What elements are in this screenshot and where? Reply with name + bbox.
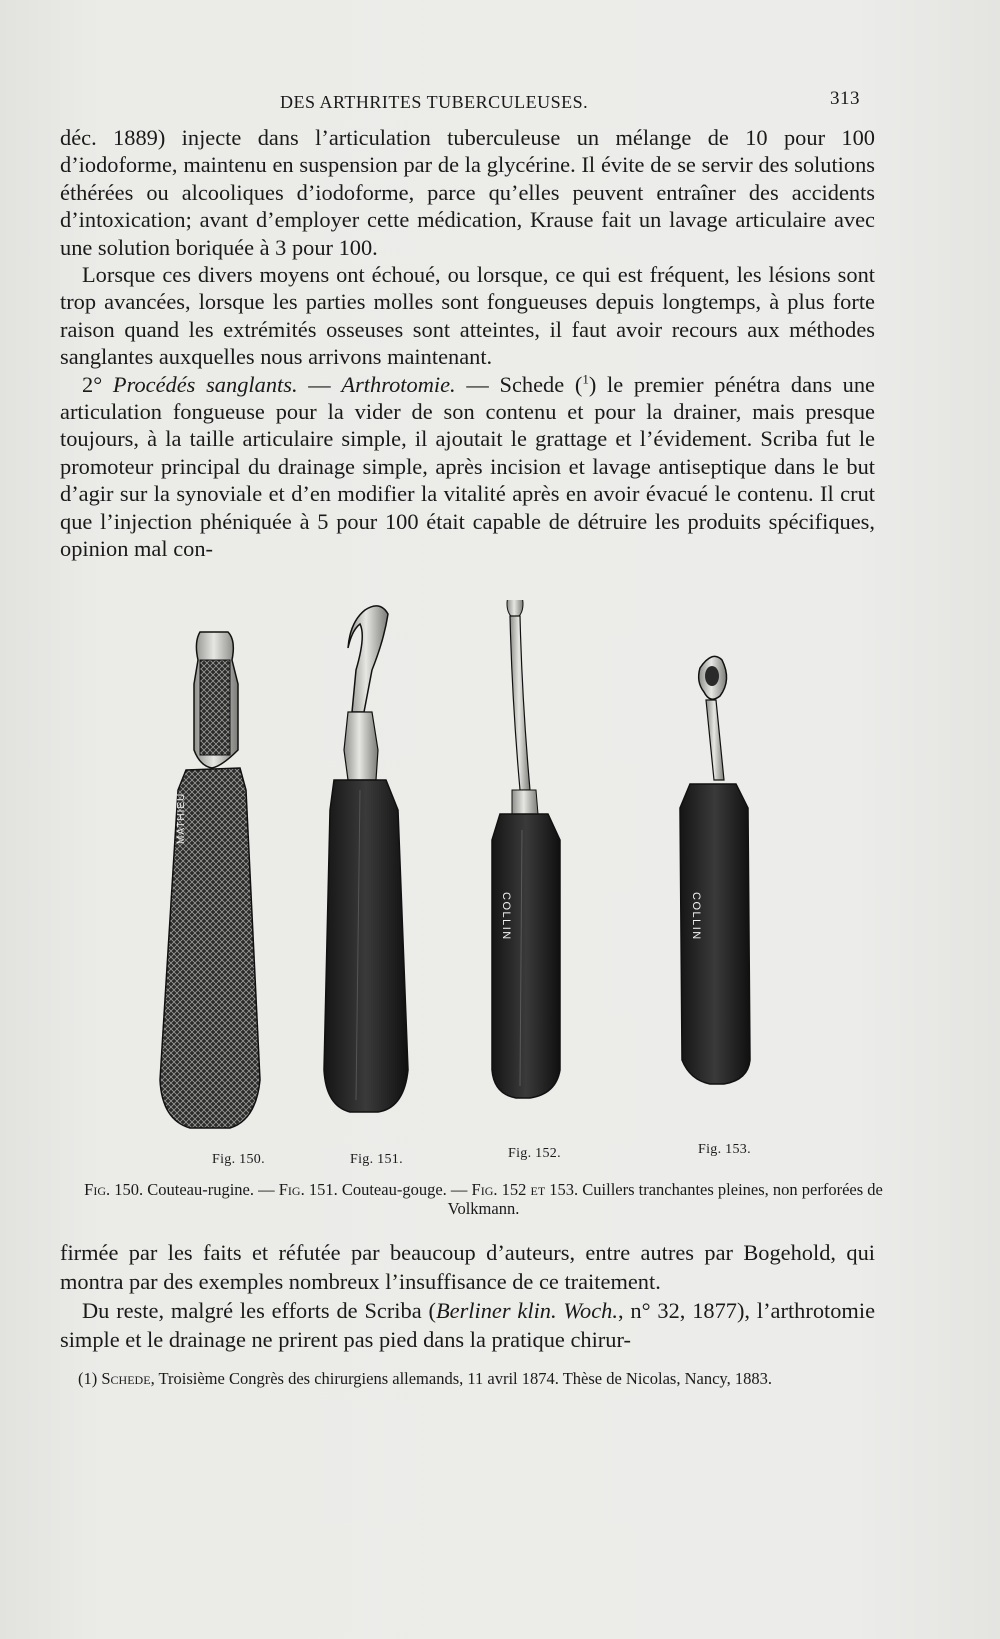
body-text-top (60, 124, 875, 563)
page-number: 313 (830, 88, 860, 109)
instrument-fig-150 (160, 632, 260, 1128)
footnote-author: Schede (101, 1369, 151, 1388)
page-header (280, 88, 860, 118)
caption-fig152-153: Fig. 152 et 153. (471, 1180, 579, 1199)
caption-text-151: Couteau-gouge. — (337, 1180, 472, 1199)
paragraph-continuation: firmée par les faits et réfutée par beaucoup d’auteurs, entre autres par Bogehold, qui montra par des exemples nombreux l’insuffisance de ce traitement. (60, 1240, 875, 1294)
paragraph-iodoform: déc. 1889) injecte dans l’articulation tuberculeuse un mélange de 10 pour 100 d’iodoforme, maintenu en suspension par de la glycérine. Il évite de se servir des solutions éthérées ou alcooliques d’iodoforme, parce qu’elles peuvent entraîner des accidents d’intoxication; avant d’employer cette médication, Krause fait un lavage articulaire avec une solution boriquée à 3 pour 100. (60, 125, 875, 260)
paragraph-bloody-methods: Lorsque ces divers moyens ont échoué, ou lorsque, ce qui est fréquent, les lésions sont trop avancées, lorsque les parties molles sont fongueuses depuis longtemps, à plus forte raison quand les extrémités osseuses sont atteintes, il faut avoir recours aux méthodes sanglantes auxquelles nous arrivons maintenant. (60, 262, 875, 370)
handle-engraving-152: COLLIN (500, 892, 512, 941)
instrument-fig-151 (324, 606, 408, 1112)
fig-label-151: Fig. 151. (350, 1152, 403, 1167)
caption-fig151: Fig. 151. (278, 1180, 338, 1199)
running-title: DES ARTHRITES TUBERCULEUSES. (280, 92, 589, 112)
instrument-illustrations (60, 600, 895, 1160)
dash-schede: — Schede ( (455, 371, 583, 397)
journal-title: Berliner klin. Woch. (435, 1298, 618, 1323)
scriba-start: Du reste, malgré les efforts de Scriba ( (82, 1298, 436, 1323)
paragraph-scriba (60, 1296, 875, 1354)
instrument-fig-152 (492, 600, 560, 1098)
instrument-figures (60, 600, 895, 1167)
caption-fig150: Fig. 150. (84, 1180, 144, 1199)
caption-text-152-153: Cuillers tranchantes pleines, non perforées de Volkmann. (447, 1180, 883, 1218)
handle-engraving-153: COLLIN (690, 892, 702, 941)
section-title-arthrotomie: Arthrotomie. (341, 371, 456, 397)
fig-label-150: Fig. 150. (212, 1152, 265, 1167)
paragraph-arthrotomy-rest: ) le premier pénétra dans une articulation fongueuse pour la vider de son contenu et pour la drainer, mais presque toujours, à la taille articulaire simple, il ajoutait le grattage et l’évidement. Scriba fut le promoteur principal du drainage simple, après incision et lavage antiseptique dans le but d’agir sur la synoviale et d’en modifier la vitalité après en avoir évacué le contenu. Il crut que l’injection phéniquée à 5 pour 100 était capable de détruire les produits spécifiques, opinion mal con- (60, 371, 875, 562)
footnote (78, 1368, 893, 1390)
dash: — (297, 371, 342, 397)
instrument-fig-153 (680, 656, 750, 1084)
section-title-procedes: Procédés sanglants. (112, 371, 298, 397)
section-number: 2° (82, 371, 103, 397)
blade-engraving: MATHIEU (176, 792, 187, 844)
fig-label-152: Fig. 152. (508, 1146, 561, 1161)
footnote-text: , Troisième Congrès des chirurgiens allemands, 11 avril 1874. Thèse de Nicolas, Nancy, 1883. (150, 1369, 772, 1388)
body-text-bottom (60, 1238, 875, 1354)
footnote-marker: (1) (78, 1369, 98, 1388)
caption-text-150: Couteau-rugine. — (143, 1180, 279, 1199)
fig-label-153: Fig. 153. (698, 1142, 751, 1157)
paragraph-arthrotomy (60, 371, 875, 563)
figure-caption (76, 1180, 891, 1218)
footnote-ref: 1 (582, 371, 589, 387)
scriba-end: , n° 32, 1877), l’arthrotomie simple et le drainage ne prirent pas pied dans la pratique chirur- (60, 1298, 876, 1352)
